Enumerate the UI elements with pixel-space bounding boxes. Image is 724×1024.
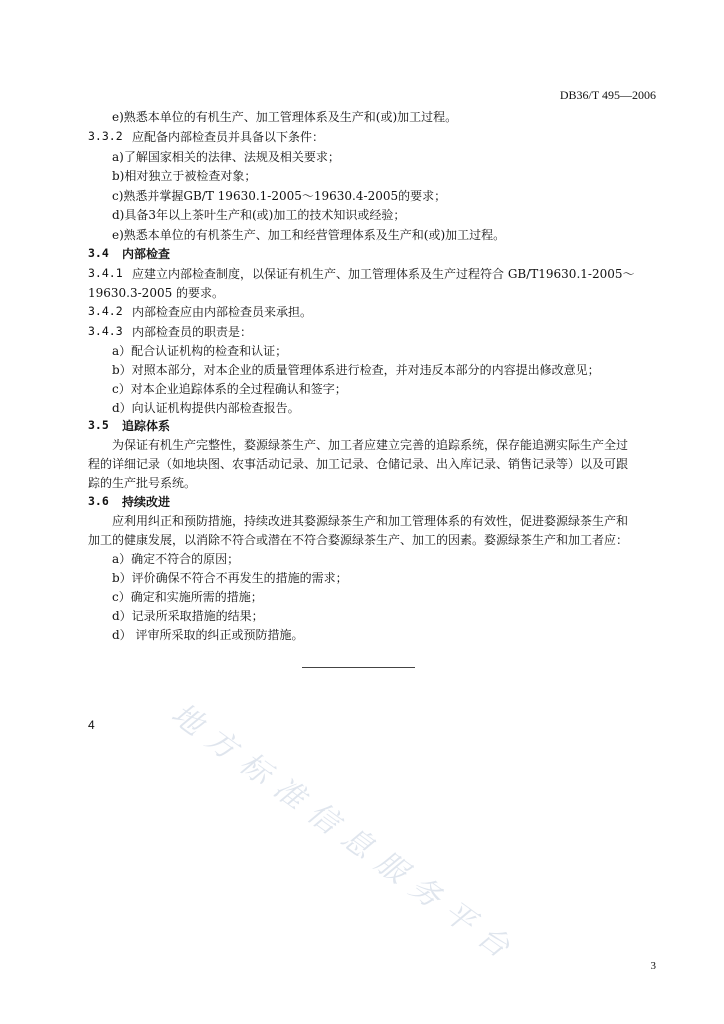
improve-d: d）记录所采取措施的结果； bbox=[112, 609, 264, 623]
document-code: DB36/T 495—2006 bbox=[559, 88, 656, 102]
section-3-4-1-text-cont: 19630.3-2005 的要求。 bbox=[88, 286, 225, 300]
section-number-3-4: 3.4 bbox=[88, 246, 109, 260]
improve-b: b）评价确保不符合不再发生的措施的需求； bbox=[112, 571, 348, 585]
item-d: d)具备3年以上茶叶生产和(或)加工的技术知识或经验； bbox=[112, 208, 406, 222]
item-a: a)了解国家相关的法律、法规及相关要求； bbox=[112, 150, 340, 164]
trace-paragraph-line-2: 程的详细记录（如地块图、农事活动记录、加工记录、仓储记录、出入库记录、销售记录等）以及可跟 bbox=[88, 457, 629, 471]
section-3-5-heading: 追踪体系 bbox=[122, 419, 171, 433]
section-3-6-heading: 持续改进 bbox=[122, 495, 171, 509]
duty-a: a）配合认证机构的检查和认证； bbox=[112, 344, 288, 358]
item-c: c)熟悉并掌握GB/T 19630.1-2005～19630.4-2005的要求； bbox=[112, 189, 447, 203]
trace-paragraph-line-1: 为保证有机生产完整性，婺源绿茶生产、加工者应建立完善的追踪系统，保存能追溯实际生产全过 bbox=[112, 438, 629, 452]
section-number-3-4-3: 3.4.3 bbox=[88, 324, 123, 338]
previous-page-number: 4 bbox=[88, 718, 95, 732]
duty-b: b）对照本部分，对本企业的质量管理体系进行检查，并对违反本部分的内容提出修改意见； bbox=[112, 363, 600, 377]
duty-d: d）向认证机构提供内部检查报告。 bbox=[112, 401, 300, 415]
item-e-tea: e)熟悉本单位的有机茶生产、加工和经营管理体系及生产和(或)加工过程。 bbox=[112, 228, 506, 242]
section-3-4-heading: 内部检查 bbox=[122, 247, 171, 261]
section-number-3-3-2: 3.3.2 bbox=[88, 129, 123, 143]
section-number-3-4-2: 3.4.2 bbox=[88, 304, 123, 318]
improve-d-review: d） 评审所采取的纠正或预防措施。 bbox=[112, 628, 304, 642]
end-divider bbox=[302, 667, 415, 668]
improve-c: c）确定和实施所需的措施； bbox=[112, 590, 263, 604]
section-3-4-1-text: 应建立内部检查制度，以保证有机生产、加工管理体系及生产过程符合 GB/T19630.1-2005～ bbox=[132, 267, 635, 281]
section-3-4-3-text: 内部检查员的职责是： bbox=[132, 325, 253, 339]
improve-a: a）确定不符合的原因； bbox=[112, 552, 240, 566]
improve-paragraph-line-1: 应利用纠正和预防措施，持续改进其婺源绿茶生产和加工管理体系的有效性，促进婺源绿茶生产和 bbox=[112, 514, 629, 528]
improve-paragraph-line-2: 加工的健康发展，以消除不符合或潜在不符合婺源绿茶生产、加工的因素。婺源绿茶生产和加工者应： bbox=[88, 533, 629, 547]
section-3-3-2-text: 应配备内部检查员并具备以下条件： bbox=[132, 130, 325, 144]
item-b: b)相对独立于被检查对象； bbox=[112, 169, 257, 183]
item-e-organic: e)熟悉本单位的有机生产、加工管理体系及生产和(或)加工过程。 bbox=[112, 110, 458, 124]
section-number-3-6: 3.6 bbox=[88, 494, 109, 508]
section-number-3-5: 3.5 bbox=[88, 418, 109, 432]
watermark: 地方标准信息服务平台 bbox=[164, 696, 526, 972]
trace-paragraph-line-3: 踪的生产批号系统。 bbox=[88, 476, 197, 490]
page-number: 3 bbox=[650, 960, 656, 972]
duty-c: c）对本企业追踪体系的全过程确认和签字； bbox=[112, 382, 347, 396]
section-3-4-2-text: 内部检查应由内部检查员来承担。 bbox=[132, 305, 313, 319]
section-number-3-4-1: 3.4.1 bbox=[88, 266, 123, 280]
